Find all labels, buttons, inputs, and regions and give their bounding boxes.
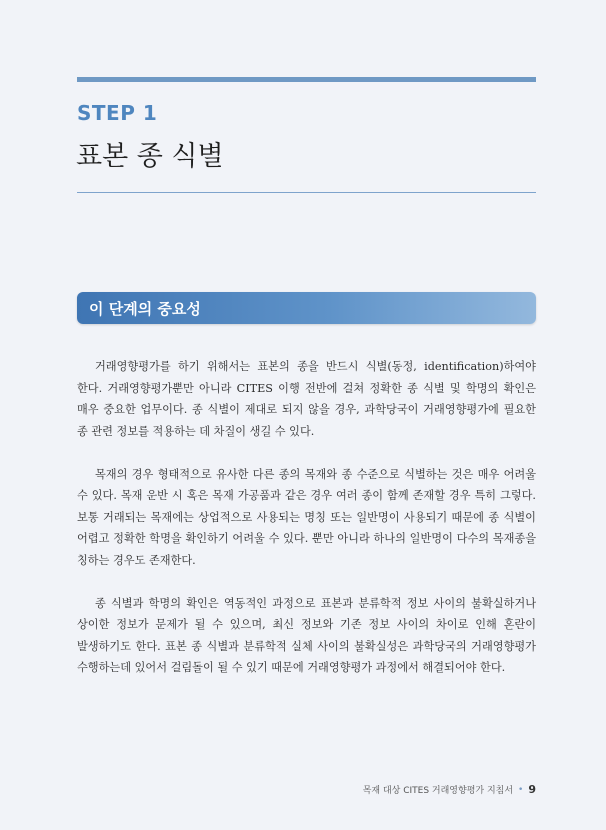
top-divider [77, 77, 536, 82]
footer-separator-icon: • [518, 784, 524, 795]
title-divider [77, 192, 536, 193]
page-title: 표본 종 식별 [76, 141, 224, 172]
paragraph-3: 종 식별과 학명의 확인은 역동적인 과정으로 표본과 분류학적 정보 사이의 불확실하거나 상이한 정보가 문제가 될 수 있으며, 최신 정보와 기존 정보 사이의 차이로 인해 혼란이 발생하기도 한다. 표본 종 식별과 분류학적 실체 사이의 불확실성은 과학당국의 거래영향평가 수행하는데 있어서 걸림돌이 될 수 있기 때문에 거래영향평가 과정에서 해결되어야 한다. [77, 596, 536, 674]
footer-doc-title: 목재 대상 CITES 거래영향평가 지침서 [362, 786, 514, 796]
page-footer [363, 783, 536, 796]
section-heading: 이 단계의 중요성 [89, 300, 201, 318]
body-text [77, 356, 536, 700]
paragraph-2: 목재의 경우 형태적으로 유사한 다른 종의 목재와 종 수준으로 식별하는 것은 매우 어려울 수 있다. 목재 운반 시 혹은 목재 가공품과 같은 경우 여러 종이 함께 존재할 경우 특히 그렇다. 보통 거래되는 목재에는 상업적으로 사용되는 명칭 또는 일반명이 사용되기 때문에 종 식별이 어렵고 정확한 학명을 확인하기 어려울 수 있다. 뿐만 아니라 하나의 일반명이 다수의 목재종을 칭하는 경우도 존재한다. [77, 467, 536, 567]
page-number: 9 [528, 783, 536, 796]
step-label: STEP 1 [77, 101, 158, 125]
paragraph-1: 거래영향평가를 하기 위해서는 표본의 종을 반드시 식별(동정, identification)하여야 한다. 거래영향평가뿐만 아니라 CITES 이행 전반에 걸쳐 정확한 종 식별 및 학명의 확인은 매우 중요한 업무이다. 종 식별이 제대로 되지 않을 경우, 과학당국이 거래영향평가에 필요한 종 관련 정보를 적용하는 데 차질이 생길 수 있다. [77, 360, 536, 438]
section-heading-bar [77, 292, 536, 324]
